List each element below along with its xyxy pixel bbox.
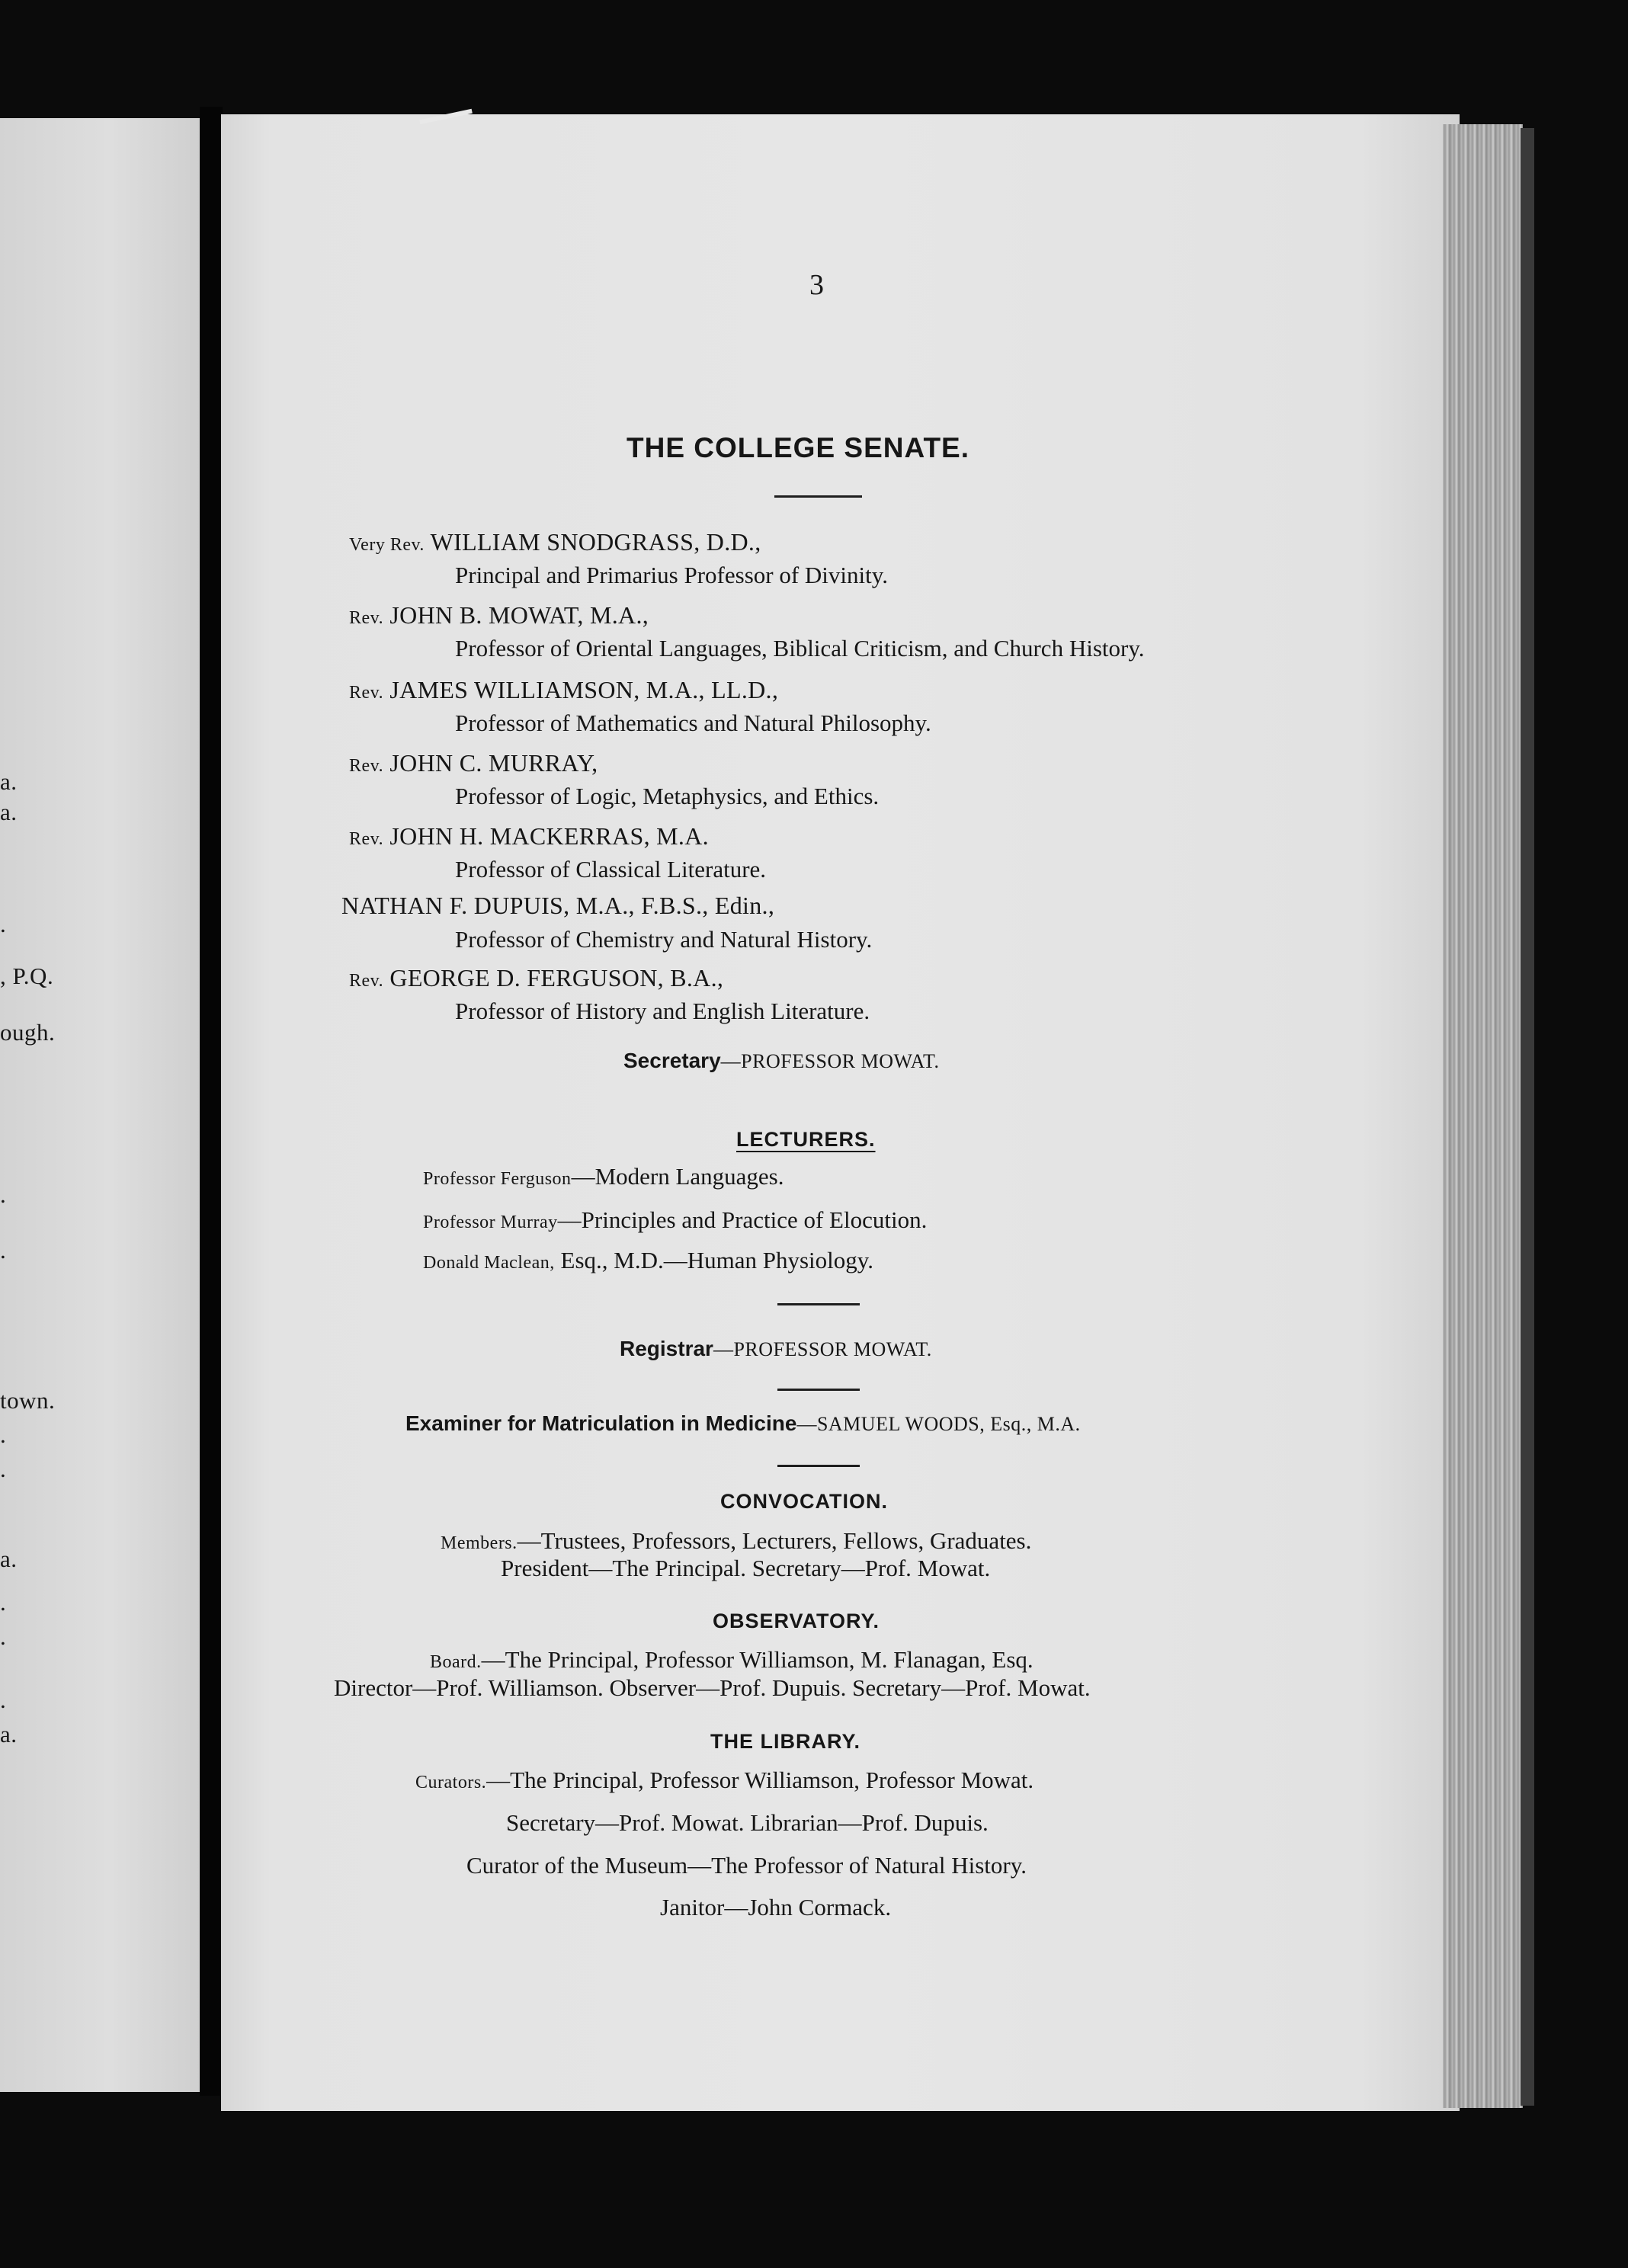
senate-member-title: Professor of Classical Literature. xyxy=(455,856,767,883)
observatory-heading: OBSERVATORY. xyxy=(713,1610,880,1632)
lecturer-line xyxy=(423,1163,784,1190)
lecturer-subject: —Modern Languages. xyxy=(571,1163,784,1190)
convocation-heading: CONVOCATION. xyxy=(720,1490,888,1513)
convocation-officers-line: President—The Principal. Secretary—Prof. Mowat. xyxy=(501,1555,991,1581)
book-cover-edge xyxy=(1521,128,1534,2106)
member-name: WILLIAM SNODGRASS, D.D., xyxy=(430,528,761,556)
senate-member-name xyxy=(349,601,649,629)
facing-page-fragment: , P.Q. xyxy=(0,963,54,989)
facing-page-fragment: . xyxy=(0,1687,7,1713)
name-prefix: Rev. xyxy=(349,756,384,776)
secretary-label: Secretary xyxy=(623,1049,721,1072)
member-name: JOHN C. MURRAY, xyxy=(389,749,598,777)
examiner-value: —SAMUEL WOODS, Esq., M.A. xyxy=(796,1413,1081,1435)
member-name: GEORGE D. FERGUSON, B.A., xyxy=(389,964,724,991)
lecturer-name: Donald Maclean, xyxy=(423,1253,555,1273)
senate-member-name xyxy=(349,964,723,992)
observatory-board-line xyxy=(430,1646,1034,1674)
paper-blemish xyxy=(419,109,473,124)
lecturer-name: Professor Murray xyxy=(423,1212,558,1232)
member-name: JAMES WILLIAMSON, M.A., LL.D., xyxy=(389,676,779,703)
name-prefix: Rev. xyxy=(349,971,384,991)
senate-member-name xyxy=(349,528,761,556)
facing-page-fragment: a. xyxy=(0,768,18,795)
facing-page-fragment: . xyxy=(0,1181,7,1208)
examiner-line xyxy=(405,1411,1081,1437)
page-edges xyxy=(1443,124,1523,2108)
facing-page-fragment: . xyxy=(0,1421,7,1448)
observatory-board-text: —The Principal, Professor Williamson, M. Flanagan, Esq. xyxy=(481,1646,1034,1673)
library-officers-line: Secretary—Prof. Mowat. Librarian—Prof. Dupuis. xyxy=(506,1809,989,1836)
library-curators-label: Curators. xyxy=(415,1773,487,1792)
name-prefix: Rev. xyxy=(349,683,384,703)
secretary-value: —PROFESSOR MOWAT. xyxy=(720,1050,940,1072)
senate-member-name xyxy=(341,892,774,920)
senate-secretary xyxy=(623,1049,940,1074)
member-name: NATHAN F. DUPUIS, M.A., F.B.S., Edin., xyxy=(341,892,775,919)
registrar-value: —PROFESSOR MOWAT. xyxy=(713,1338,932,1360)
divider-rule xyxy=(777,1389,860,1391)
facing-page-fragment: ough. xyxy=(0,1019,56,1046)
divider-rule xyxy=(777,1303,860,1305)
facing-page-fragment: . xyxy=(0,1589,7,1616)
senate-member-name xyxy=(349,749,598,777)
registrar-label: Registrar xyxy=(620,1337,713,1360)
senate-member-name xyxy=(349,676,778,704)
library-curators-line xyxy=(415,1767,1034,1794)
facing-page-fragment: . xyxy=(0,1237,7,1264)
facing-page-fragment: a. xyxy=(0,1721,18,1747)
book-gutter xyxy=(200,107,223,2096)
name-prefix: Rev. xyxy=(349,829,384,849)
library-janitor-line: Janitor—John Cormack. xyxy=(660,1894,892,1920)
senate-heading: THE COLLEGE SENATE. xyxy=(627,432,970,463)
library-curators-text: —The Principal, Professor Williamson, Professor Mowat. xyxy=(486,1767,1034,1793)
member-name: JOHN H. MACKERRAS, M.A. xyxy=(389,822,709,850)
lecturers-heading: LECTURERS. xyxy=(736,1128,876,1151)
facing-page-fragment: a. xyxy=(0,799,18,825)
lecturer-line xyxy=(423,1247,873,1274)
senate-member-title: Professor of Logic, Metaphysics, and Ethics. xyxy=(455,783,880,809)
senate-member-title: Professor of History and English Literature. xyxy=(455,998,870,1024)
name-prefix: Very Rev. xyxy=(349,535,425,555)
facing-page xyxy=(0,118,200,2092)
name-prefix: Rev. xyxy=(349,608,384,628)
facing-page-fragment: . xyxy=(0,1456,7,1482)
member-name: JOHN B. MOWAT, M.A., xyxy=(389,601,649,629)
facing-page-fragment: town. xyxy=(0,1387,56,1414)
lecturer-line xyxy=(423,1206,927,1234)
senate-member-title: Professor of Mathematics and Natural Philosophy. xyxy=(455,710,931,736)
senate-member-title: Professor of Chemistry and Natural History. xyxy=(455,926,873,953)
facing-page-fragment: . xyxy=(0,1623,7,1650)
observatory-board-label: Board. xyxy=(430,1652,482,1672)
senate-member-title: Principal and Primarius Professor of Divinity. xyxy=(455,562,888,588)
lecturer-subject: —Principles and Practice of Elocution. xyxy=(557,1206,928,1233)
convocation-members-label: Members. xyxy=(441,1533,518,1553)
facing-page-fragment: a. xyxy=(0,1546,18,1572)
library-heading: THE LIBRARY. xyxy=(710,1730,861,1753)
library-museum-line: Curator of the Museum—The Professor of Natural History. xyxy=(466,1852,1027,1879)
facing-page-fragment: . xyxy=(0,911,7,937)
page-number: 3 xyxy=(809,269,824,301)
examiner-label: Examiner for Matriculation in Medicine xyxy=(405,1411,797,1435)
registrar-line xyxy=(620,1337,932,1362)
senate-member-title: Professor of Oriental Languages, Biblical Criticism, and Church History. xyxy=(455,635,1145,662)
divider-rule xyxy=(774,495,862,498)
lecturer-name: Professor Ferguson xyxy=(423,1169,572,1189)
observatory-officers-line: Director—Prof. Williamson. Observer—Prof. Dupuis. Secretary—Prof. Mowat. xyxy=(334,1674,1091,1701)
senate-member-name xyxy=(349,822,709,850)
convocation-members-line xyxy=(441,1527,1031,1555)
divider-rule xyxy=(777,1465,860,1467)
lecturer-subject: Esq., M.D.—Human Physiology. xyxy=(554,1247,874,1273)
convocation-members-text: —Trustees, Professors, Lecturers, Fellows, Graduates. xyxy=(517,1527,1032,1554)
